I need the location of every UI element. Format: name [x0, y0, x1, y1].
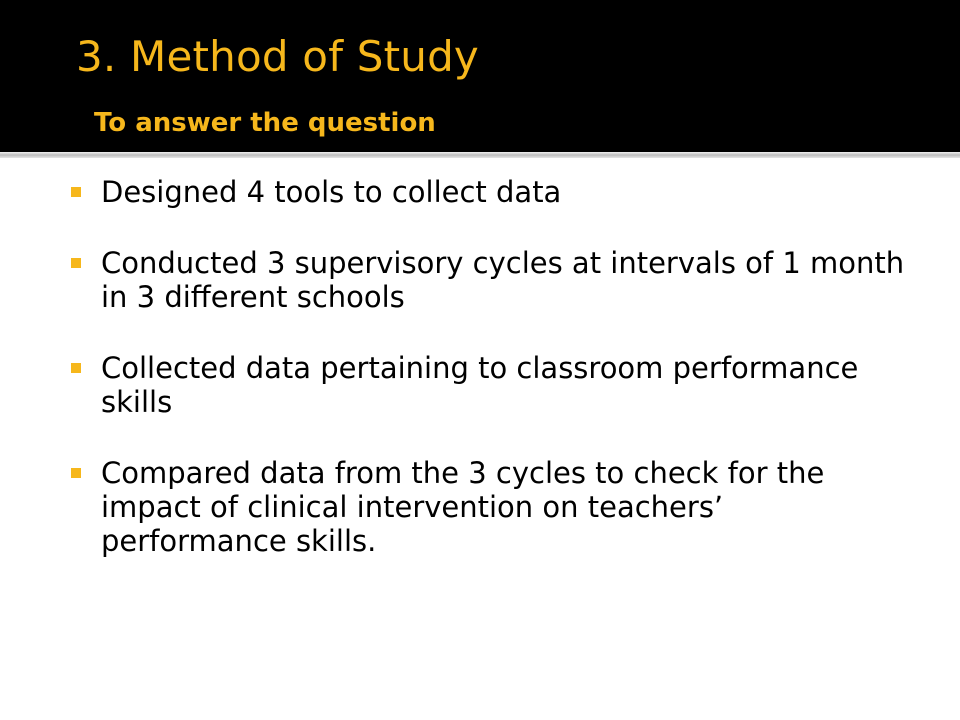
bullet-list	[70, 175, 910, 558]
bullet-item	[70, 175, 910, 209]
square-bullet-icon	[71, 258, 81, 268]
square-bullet-icon	[71, 187, 81, 197]
slide-subtitle: To answer the question	[94, 108, 436, 138]
bullet-text: Collected data pertaining to classroom performance skills	[101, 351, 859, 419]
title-bar	[0, 0, 960, 152]
bullet-text: Designed 4 tools to collect data	[101, 175, 562, 209]
bullet-text: Compared data from the 3 cycles to check for the impact of clinical intervention on teachers’ performance skills.	[101, 456, 825, 558]
bullet-item	[70, 456, 910, 558]
square-bullet-icon	[71, 468, 81, 478]
title-divider	[0, 152, 960, 158]
bullet-item	[70, 351, 910, 419]
bullet-text: Conducted 3 supervisory cycles at intervals of 1 month in 3 different schools	[101, 246, 905, 314]
square-bullet-icon	[71, 363, 81, 373]
bullet-item	[70, 246, 910, 314]
slide-title: 3. Method of Study	[76, 32, 479, 81]
